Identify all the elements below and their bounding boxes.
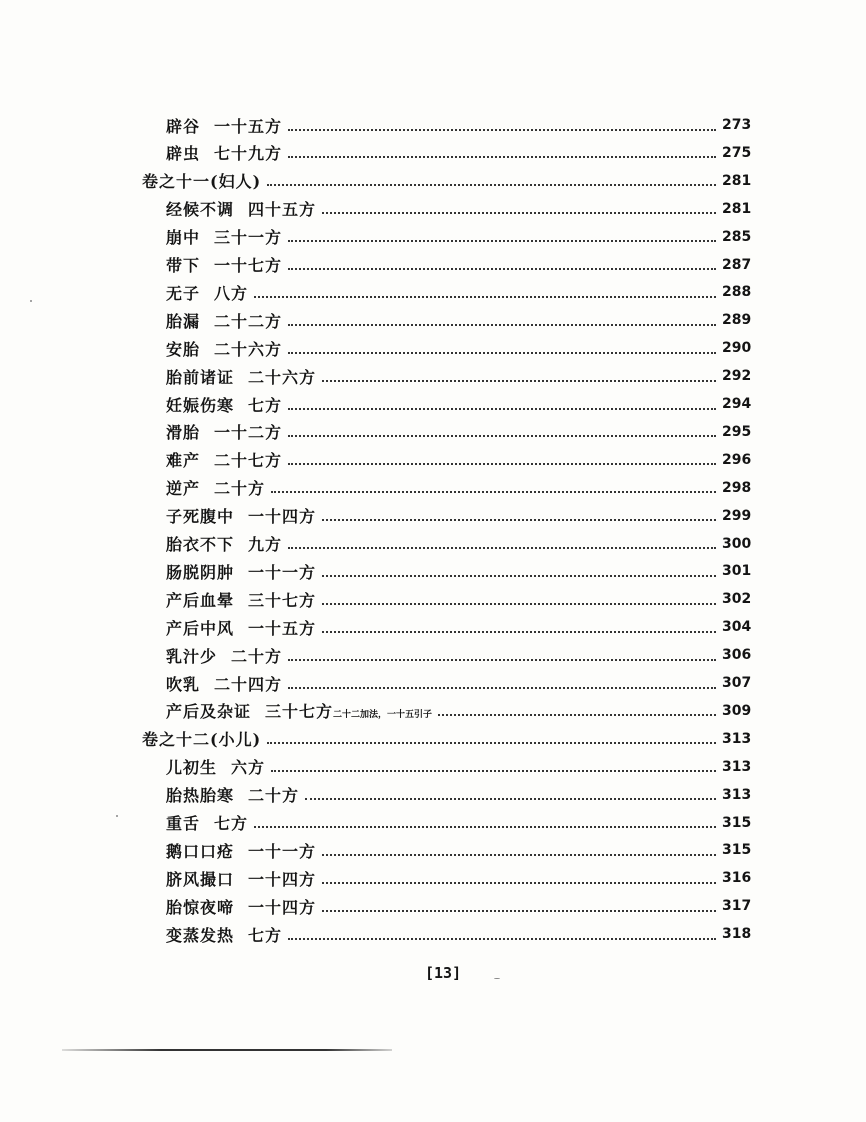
toc-entry: [0, 530, 866, 558]
toc-entry: [0, 251, 866, 279]
toc-entry: [0, 362, 866, 390]
toc-entry: [0, 139, 866, 167]
toc-entry: [0, 111, 866, 139]
entry-formula-count: 二十六方: [248, 367, 317, 387]
scan-speck: [494, 978, 500, 979]
entry-page-number: 298: [722, 479, 752, 496]
dot-leader: [254, 295, 716, 298]
entry-page-number: 292: [722, 368, 752, 385]
entry-name: 产后血晕: [166, 590, 235, 610]
toc-entry: [0, 278, 866, 306]
toc-entry: [0, 474, 866, 502]
toc-entry: [0, 753, 866, 781]
dot-leader: [288, 128, 716, 131]
page-number: [13]: [425, 964, 462, 982]
entry-formula-count: 七方: [248, 925, 283, 945]
toc-entry: [0, 306, 866, 334]
entry-name: 乳汁少: [166, 646, 218, 666]
dot-leader: [288, 462, 716, 465]
entry-name: 儿初生: [166, 758, 218, 778]
entry-title: [166, 141, 286, 164]
entry-title: [166, 337, 286, 360]
entry-title: [166, 867, 320, 890]
entry-title: [166, 672, 286, 695]
entry-name: 崩中: [166, 228, 201, 248]
entry-title: [142, 169, 265, 192]
entry-page-number: 302: [722, 591, 752, 608]
entry-formula-count: 一十四方: [248, 869, 317, 889]
dot-leader: [322, 853, 716, 856]
toc-entry: [0, 892, 866, 920]
entry-formula-count: 九方: [248, 535, 283, 554]
entry-name: 鹅口口疮: [166, 841, 235, 861]
entry-title: [166, 923, 286, 946]
entry-name: 妊娠伤寒: [166, 395, 235, 415]
dot-leader: [271, 769, 716, 772]
entry-page-number: 273: [722, 117, 752, 133]
entry-page-number: 315: [722, 842, 752, 859]
entry-title: [166, 504, 320, 527]
entry-name: 卷之十二(小儿): [142, 730, 262, 750]
entry-formula-count: 一十一方: [248, 562, 317, 582]
entry-note: 二十二加法，一十五引子: [333, 710, 433, 721]
toc-entry: [0, 781, 866, 809]
dot-leader: [267, 741, 716, 744]
entry-formula-count: 一十七方: [214, 256, 283, 275]
entry-page-number: 290: [722, 340, 752, 357]
entry-name: 胎前诸证: [166, 367, 235, 387]
toc-entry: [0, 864, 866, 892]
toc-entry: [0, 697, 866, 725]
toc-entry: [0, 418, 866, 446]
entry-name: 产后及杂证: [166, 702, 252, 722]
entry-formula-count: 二十方: [214, 479, 266, 499]
entry-title: [166, 588, 320, 611]
dot-leader: [288, 658, 716, 661]
entry-title: [166, 560, 320, 583]
entry-name: 带下: [166, 256, 201, 275]
entry-formula-count: 三十七方: [248, 590, 317, 610]
entry-page-number: 299: [722, 507, 752, 524]
toc-entry: [0, 223, 866, 251]
entry-title: [166, 616, 320, 639]
toc-entry: [0, 613, 866, 641]
entry-title: [166, 839, 320, 862]
entry-page-number: 288: [722, 284, 752, 301]
entry-page-number: 313: [722, 730, 752, 747]
toc-section-heading: [0, 725, 866, 753]
entry-title: [166, 811, 252, 834]
entry-title: [166, 420, 286, 443]
entry-title: [166, 755, 269, 778]
entry-page-number: 307: [722, 675, 752, 691]
entry-formula-count: 六方: [231, 758, 266, 778]
entry-formula-count: 一十五方: [248, 618, 317, 638]
dot-leader: [288, 323, 716, 326]
entry-page-number: 318: [722, 926, 752, 943]
scan-speck: [116, 815, 118, 817]
toc-entry: [0, 836, 866, 864]
toc-entry: [0, 557, 866, 585]
entry-formula-count: 二十二方: [214, 311, 283, 331]
dot-leader: [322, 379, 716, 382]
entry-formula-count: 一十五方: [214, 116, 283, 136]
entry-formula-count: 三十七方: [265, 702, 334, 722]
toc-entry: [0, 920, 866, 948]
entry-title: [166, 895, 320, 918]
entry-name: 变蒸发热: [166, 925, 235, 945]
entry-title: [166, 699, 436, 722]
entry-name: 难产: [166, 451, 201, 471]
entry-name: 胎漏: [166, 311, 201, 331]
dot-leader: [271, 490, 716, 493]
entry-name: 逆产: [166, 479, 201, 499]
dot-leader: [267, 183, 716, 186]
bottom-rule: [62, 1049, 392, 1051]
entry-formula-count: 二十四方: [214, 674, 283, 694]
entry-page-number: 296: [722, 451, 752, 468]
entry-title: [166, 309, 286, 332]
entry-title: [166, 783, 303, 806]
entry-page-number: 281: [722, 200, 752, 217]
dot-leader: [288, 937, 716, 940]
entry-formula-count: 八方: [214, 283, 249, 303]
dot-leader: [322, 630, 716, 633]
toc-entry: [0, 585, 866, 613]
entry-formula-count: 七十九方: [214, 144, 283, 164]
entry-page-number: 317: [722, 898, 752, 915]
entry-formula-count: 一十二方: [214, 423, 283, 443]
entry-page-number: 275: [722, 144, 752, 161]
entry-page-number: 300: [722, 535, 752, 552]
toc-entry: [0, 195, 866, 223]
dot-leader: [288, 546, 716, 549]
entry-title: [166, 448, 286, 471]
entry-page-number: 309: [722, 702, 752, 719]
toc-entry: [0, 641, 866, 669]
dot-leader: [322, 602, 716, 605]
entry-page-number: 289: [722, 312, 752, 329]
entry-formula-count: 四十五方: [248, 200, 317, 220]
dot-leader: [438, 713, 716, 716]
entry-page-number: 313: [722, 758, 752, 775]
dot-leader: [305, 797, 716, 800]
dot-leader: [322, 211, 716, 214]
toc-entry: [0, 334, 866, 362]
entry-title: [142, 727, 265, 750]
entry-page-number: 281: [722, 172, 752, 189]
dot-leader: [322, 881, 716, 884]
entry-name: 重舌: [166, 814, 201, 833]
entry-page-number: 285: [722, 228, 752, 245]
entry-page-number: 295: [722, 423, 752, 440]
entry-title: [166, 532, 286, 555]
entry-page-number: 301: [722, 563, 752, 580]
entry-formula-count: 二十方: [248, 786, 300, 806]
dot-leader: [288, 155, 716, 158]
entry-name: 辟谷: [166, 116, 201, 136]
scan-speck: [30, 300, 32, 302]
entry-name: 肠脱阴肿: [166, 562, 235, 582]
entry-formula-count: 三十一方: [214, 228, 283, 248]
entry-formula-count: 一十四方: [248, 507, 317, 527]
entry-name: 安胎: [166, 339, 201, 359]
entry-name: 卷之十一(妇人): [142, 172, 262, 192]
entry-name: 胎衣不下: [166, 535, 235, 554]
toc-entry: [0, 809, 866, 837]
entry-page-number: 315: [722, 814, 752, 831]
dot-leader: [288, 239, 716, 242]
dot-leader: [322, 574, 716, 577]
entry-formula-count: 一十四方: [248, 897, 317, 917]
entry-name: 经候不调: [166, 200, 235, 220]
entry-name: 辟虫: [166, 144, 201, 164]
toc-entry: [0, 502, 866, 530]
dot-leader: [288, 686, 716, 689]
entry-formula-count: 七方: [214, 814, 249, 833]
entry-page-number: 306: [722, 647, 752, 664]
entry-page-number: 294: [722, 396, 752, 412]
entry-name: 胎热胎寒: [166, 786, 235, 806]
entry-formula-count: 一十一方: [248, 841, 317, 861]
entry-name: 吹乳: [166, 674, 201, 694]
entry-name: 滑胎: [166, 423, 201, 443]
entry-page-number: 304: [722, 619, 752, 636]
entry-title: [166, 644, 286, 667]
entry-title: [166, 365, 320, 388]
entry-page-number: 287: [722, 256, 752, 273]
entry-formula-count: 七方: [248, 395, 283, 415]
dot-leader: [288, 434, 716, 437]
toc-section-heading: [0, 167, 866, 195]
entry-title: [166, 281, 252, 304]
dot-leader: [288, 351, 716, 354]
dot-leader: [322, 518, 716, 521]
entry-page-number: 316: [722, 870, 752, 887]
entry-name: 子死腹中: [166, 507, 235, 527]
entry-name: 产后中风: [166, 618, 235, 638]
dot-leader: [254, 825, 716, 828]
entry-name: 无子: [166, 283, 201, 303]
toc-entry: [0, 446, 866, 474]
entry-title: [166, 253, 286, 276]
entry-title: [166, 225, 286, 248]
dot-leader: [322, 909, 716, 912]
dot-leader: [288, 267, 716, 270]
entry-formula-count: 二十六方: [214, 339, 283, 359]
entry-title: [166, 114, 286, 137]
entry-title: [166, 197, 320, 220]
dot-leader: [288, 407, 716, 410]
entry-name: 胎惊夜啼: [166, 897, 235, 917]
entry-page-number: 313: [722, 786, 752, 803]
toc-entry: [0, 669, 866, 697]
entry-title: [166, 393, 286, 416]
entry-formula-count: 二十七方: [214, 451, 283, 471]
entry-title: [166, 476, 269, 499]
toc-entry: [0, 390, 866, 418]
entry-formula-count: 二十方: [231, 646, 283, 666]
entry-name: 脐风撮口: [166, 869, 235, 889]
